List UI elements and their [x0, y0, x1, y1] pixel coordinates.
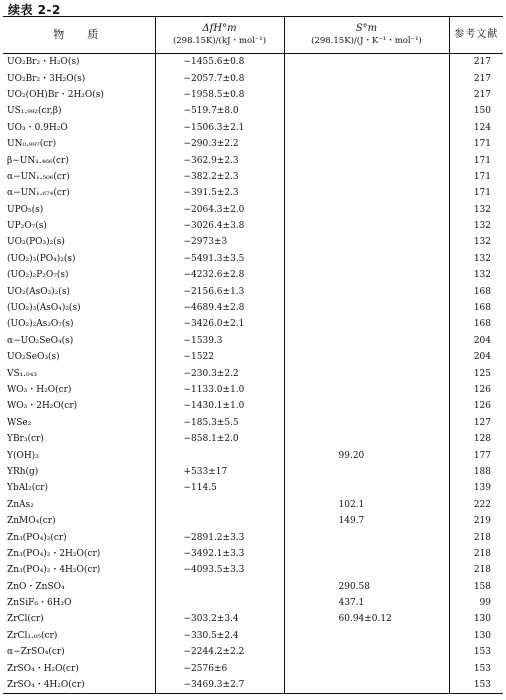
table-row: [3, 120, 503, 136]
table-row: [3, 497, 503, 513]
cell-entropy: 60.94±0.12: [284, 611, 449, 627]
header-entropy: [284, 17, 449, 54]
table-row: [3, 464, 503, 480]
table-row: [3, 103, 503, 119]
cell-entropy: [284, 365, 449, 381]
table-row: [3, 546, 503, 562]
cell-substance: UO₂(PO₃)₂(s): [7, 237, 65, 248]
cell-enthalpy: −1958.5±0.8: [155, 87, 284, 103]
cell-enthalpy: −391.5±2.3: [155, 185, 284, 201]
cell-substance: Zn₃(PO₄)₂・4H₂O(cr): [7, 565, 101, 576]
table-row: [3, 431, 503, 447]
cell-entropy: [284, 382, 449, 398]
cell-substance: UO₂Br₂・H₂O(s): [7, 57, 80, 68]
cell-enthalpy: −1455.6±0.8: [155, 54, 284, 71]
cell-reference: 217: [449, 70, 503, 86]
cell-substance: ZrCl₁.₀₅(cr): [7, 630, 58, 641]
enthalpy-symbol: ΔfH°m: [202, 23, 237, 34]
cell-reference: 218: [449, 546, 503, 562]
table-row: [3, 87, 503, 103]
table-row: [3, 628, 503, 644]
cell-entropy: [284, 316, 449, 332]
cell-reference: 150: [449, 103, 503, 119]
cell-reference: 158: [449, 579, 503, 595]
cell-substance: ZnAs₂: [7, 499, 34, 510]
table-row: [3, 480, 503, 496]
cell-substance: ZnMO₄(cr): [7, 516, 56, 527]
cell-reference: 99: [449, 595, 503, 611]
cell-reference: 132: [449, 202, 503, 218]
cell-entropy: [284, 70, 449, 86]
cell-reference: 171: [449, 136, 503, 152]
cell-reference: 153: [449, 660, 503, 676]
cell-enthalpy: −1133.0±1.0: [155, 382, 284, 398]
cell-enthalpy: −1539.3: [155, 333, 284, 349]
table-row: [3, 513, 503, 529]
cell-entropy: 290.58: [284, 579, 449, 595]
table-row: [3, 152, 503, 168]
cell-substance: UPO₅(s): [7, 204, 44, 215]
cell-reference: 168: [449, 283, 503, 299]
cell-substance: VS₁.₀₄₃: [7, 368, 37, 379]
cell-entropy: [284, 415, 449, 431]
cell-reference: 188: [449, 464, 503, 480]
cell-reference: 139: [449, 480, 503, 496]
cell-entropy: [284, 202, 449, 218]
cell-reference: 132: [449, 267, 503, 283]
cell-enthalpy: −4689.4±2.8: [155, 300, 284, 316]
cell-reference: 217: [449, 54, 503, 71]
enthalpy-unit: (298.15K)/(kJ・mol⁻¹): [172, 36, 267, 46]
cell-substance: ZnSiF₆・6H₂O: [7, 598, 72, 609]
cell-substance: α−ZrSO₄(cr): [7, 647, 65, 658]
cell-enthalpy: −4093.5±3.3: [155, 562, 284, 578]
cell-reference: 126: [449, 398, 503, 414]
cell-substance: UN₀.₉₉₇(cr): [7, 139, 57, 150]
cell-reference: 130: [449, 628, 503, 644]
table-row: [3, 316, 503, 332]
table-header-row: [3, 17, 503, 54]
cell-substance: UO₂(OH)Br・2H₂O(s): [7, 89, 104, 100]
cell-entropy: [284, 120, 449, 136]
cell-entropy: [284, 234, 449, 250]
cell-reference: 126: [449, 382, 503, 398]
thermo-data-table: [3, 16, 503, 694]
table-row: [3, 529, 503, 545]
cell-enthalpy: −330.5±2.4: [155, 628, 284, 644]
table-row: [3, 398, 503, 414]
cell-substance: UO₃・0.9H₂O: [7, 122, 68, 133]
cell-entropy: 102.1: [284, 497, 449, 513]
cell-reference: 132: [449, 218, 503, 234]
table-row: [3, 218, 503, 234]
cell-entropy: 437.1: [284, 595, 449, 611]
cell-substance: YRh(g): [7, 466, 39, 477]
table-row: [3, 234, 503, 250]
cell-enthalpy: −362.9±2.3: [155, 152, 284, 168]
cell-reference: 177: [449, 447, 503, 463]
cell-enthalpy: −114.5: [155, 480, 284, 496]
cell-reference: 124: [449, 120, 503, 136]
cell-substance: ZrCl(cr): [7, 614, 44, 625]
cell-reference: 219: [449, 513, 503, 529]
cell-enthalpy: −519.7±8.0: [155, 103, 284, 119]
cell-enthalpy: [155, 595, 284, 611]
cell-substance: ZrSO₄・H₂O(cr): [7, 663, 79, 674]
cell-enthalpy: [155, 579, 284, 595]
cell-enthalpy: −2156.6±1.3: [155, 283, 284, 299]
table-row: [3, 611, 503, 627]
cell-enthalpy: −382.2±2.3: [155, 169, 284, 185]
cell-enthalpy: −290.3±2.2: [155, 136, 284, 152]
cell-enthalpy: −2576±6: [155, 660, 284, 676]
table-row: [3, 333, 503, 349]
cell-enthalpy: −2973±3: [155, 234, 284, 250]
table-row: [3, 579, 503, 595]
cell-substance: α−UN₁.₅₀₆(cr): [7, 171, 70, 182]
cell-reference: 218: [449, 529, 503, 545]
cell-entropy: [284, 218, 449, 234]
cell-entropy: [284, 677, 449, 694]
cell-reference: 204: [449, 333, 503, 349]
cell-entropy: [284, 251, 449, 267]
cell-entropy: [284, 54, 449, 71]
cell-reference: 153: [449, 644, 503, 660]
table-row: [3, 415, 503, 431]
cell-substance: UP₂O₇(s): [7, 221, 47, 232]
cell-reference: 132: [449, 251, 503, 267]
cell-enthalpy: −3469.3±2.7: [155, 677, 284, 694]
cell-entropy: [284, 267, 449, 283]
table-row: [3, 562, 503, 578]
cell-reference: 128: [449, 431, 503, 447]
cell-enthalpy: −2244.2±2.2: [155, 644, 284, 660]
cell-enthalpy: −4232.6±2.8: [155, 267, 284, 283]
cell-substance: Y(OH)₃: [7, 450, 39, 461]
table-row: [3, 365, 503, 381]
cell-reference: 222: [449, 497, 503, 513]
table-row: [3, 595, 503, 611]
table-row: [3, 382, 503, 398]
table-row: [3, 644, 503, 660]
cell-reference: 168: [449, 300, 503, 316]
cell-enthalpy: −303.2±3.4: [155, 611, 284, 627]
cell-reference: 130: [449, 611, 503, 627]
cell-entropy: [284, 87, 449, 103]
cell-reference: 218: [449, 562, 503, 578]
cell-substance: Zn₃(PO₄)₂・2H₂O(cr): [7, 548, 101, 559]
cell-substance: β−UN₁.₄₆₆(cr): [7, 155, 69, 166]
cell-entropy: [284, 136, 449, 152]
cell-substance: ZrSO₄・4H₂O(cr): [3, 677, 155, 694]
cell-entropy: [284, 546, 449, 562]
cell-enthalpy: −230.3±2.2: [155, 365, 284, 381]
header-reference: 参考文献: [449, 17, 503, 54]
table-row: [3, 300, 503, 316]
cell-entropy: [284, 169, 449, 185]
cell-reference: 168: [449, 316, 503, 332]
header-substance: 物 质: [3, 17, 155, 54]
cell-entropy: [284, 398, 449, 414]
cell-substance: UO₂Br₂・3H₂O(s): [7, 73, 86, 84]
table-row: [3, 251, 503, 267]
cell-entropy: [284, 152, 449, 168]
cell-enthalpy: [155, 447, 284, 463]
cell-entropy: [284, 300, 449, 316]
cell-enthalpy: −1522: [155, 349, 284, 365]
table-row: [3, 202, 503, 218]
cell-enthalpy: +533±17: [155, 464, 284, 480]
table-row: [3, 70, 503, 86]
cell-entropy: [284, 562, 449, 578]
table-row: [3, 169, 503, 185]
cell-enthalpy: −2891.2±3.3: [155, 529, 284, 545]
cell-entropy: [284, 464, 449, 480]
table-row: [3, 54, 503, 71]
cell-enthalpy: −3492.1±3.3: [155, 546, 284, 562]
cell-substance: (UO₂)₂P₂O₇(s): [7, 270, 69, 281]
cell-entropy: [284, 283, 449, 299]
table-row: [3, 660, 503, 676]
cell-substance: US₁.₉₉₂(cr,β): [7, 106, 62, 117]
cell-entropy: 99.20: [284, 447, 449, 463]
table-row: [3, 136, 503, 152]
cell-substance: UO₂(AsO₃)₂(s): [7, 286, 70, 297]
cell-substance: α−UN₁.₆₇₄(cr): [7, 188, 70, 199]
cell-entropy: [284, 480, 449, 496]
entropy-unit: (298.15K)/(J・K⁻¹・mol⁻¹): [311, 36, 422, 46]
cell-enthalpy: −185.3±5.5: [155, 415, 284, 431]
cell-entropy: [284, 431, 449, 447]
cell-reference: 171: [449, 185, 503, 201]
cell-substance: (UO₂)₂As₂O₇(s): [7, 319, 74, 330]
entropy-symbol: S°m: [355, 23, 378, 34]
header-enthalpy: [155, 17, 284, 54]
cell-entropy: [284, 628, 449, 644]
table-row: [3, 267, 503, 283]
table-row: [3, 447, 503, 463]
cell-substance: (UO₂)₃(AsO₄)₂(s): [7, 303, 81, 314]
cell-substance: WO₃・2H₂O(cr): [7, 401, 78, 412]
cell-reference: 127: [449, 415, 503, 431]
cell-substance: WSe₂: [7, 417, 32, 428]
table-row: [3, 349, 503, 365]
cell-reference: 171: [449, 169, 503, 185]
cell-enthalpy: −3026.4±3.8: [155, 218, 284, 234]
cell-entropy: [284, 103, 449, 119]
cell-reference: 204: [449, 349, 503, 365]
cell-entropy: 149.7: [284, 513, 449, 529]
cell-reference: 132: [449, 234, 503, 250]
cell-reference: 171: [449, 152, 503, 168]
cell-enthalpy: −858.1±2.0: [155, 431, 284, 447]
table-caption: 续表 2-2: [8, 3, 61, 17]
cell-enthalpy: −2057.7±0.8: [155, 70, 284, 86]
cell-entropy: [284, 333, 449, 349]
cell-substance: UO₂SeO₃(s): [7, 352, 60, 363]
cell-enthalpy: −5491.3±3.5: [155, 251, 284, 267]
cell-substance: Zn₃(PO₄)₂(cr): [7, 532, 67, 543]
cell-enthalpy: [155, 513, 284, 529]
cell-entropy: [284, 349, 449, 365]
cell-substance: YBr₃(cr): [7, 434, 44, 445]
cell-entropy: [284, 185, 449, 201]
cell-substance: WO₃・H₂O(cr): [7, 385, 72, 395]
cell-substance: YbAl₂(cr): [7, 483, 49, 494]
cell-substance: (UO₂)₃(PO₄)₂(s): [7, 253, 76, 264]
table-row: [3, 283, 503, 299]
cell-entropy: [284, 644, 449, 660]
cell-substance: α−UO₂SeO₄(s): [7, 335, 74, 346]
table-body: [3, 54, 503, 694]
cell-entropy: [284, 660, 449, 676]
cell-reference: 125: [449, 365, 503, 381]
cell-enthalpy: −1430.1±1.0: [155, 398, 284, 414]
cell-enthalpy: [155, 497, 284, 513]
cell-reference: 153: [449, 677, 503, 694]
cell-entropy: [284, 529, 449, 545]
cell-enthalpy: −3426.0±2.1: [155, 316, 284, 332]
cell-enthalpy: −2064.3±2.0: [155, 202, 284, 218]
cell-substance: ZnO・ZnSO₄: [7, 581, 65, 592]
cell-reference: 217: [449, 87, 503, 103]
table-row: [3, 677, 503, 694]
table-row: [3, 185, 503, 201]
cell-enthalpy: −1506.3±2.1: [155, 120, 284, 136]
